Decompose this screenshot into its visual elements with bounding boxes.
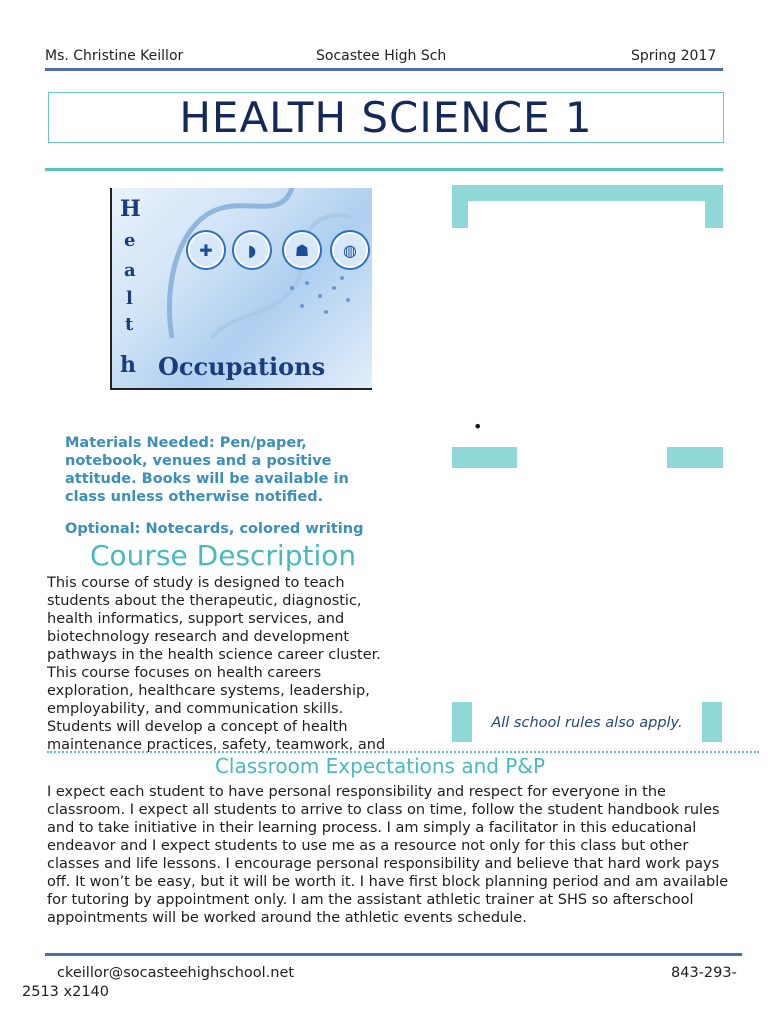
title-box <box>48 92 724 143</box>
pill-icon: ◗ <box>234 232 270 268</box>
teacher-name: Ms. Christine Keillor <box>45 48 184 64</box>
frame-right-bracket <box>705 185 723 228</box>
hero-word: Occupations <box>158 352 326 381</box>
title-rule <box>45 168 723 171</box>
expectations-body: I expect each student to have personal responsibility and respect for everyone in the classroom. I expect all students to arrive to class on time, follow the student handbook rules and to take initiative in their learning process. I am simply a facilitator in this educational endeavor and I expect students to use me as a resource not only for this class but other classes and life lessons. I encourage personal responsibility and believe that hard work pays off. It won’t be easy, but it will be worth it. I have first block planning period and am available for tutoring by appointment only. I am the assistant athletic trainer at SHS so afterschool appointments will be worked around the athletic events schedule. <box>47 784 729 926</box>
course-description-body: This course of study is designed to teach students about the therapeutic, diagnostic, health informatics, support services, and biotechnology research and development pathways in the health science career cluster. This course focuses on health careers exploration, healthcare systems, leadership, employability, and communication skills. Students will develop a concept of health maintenance practices, safety, teamwork, and <box>47 575 386 752</box>
health-occupations-image <box>110 188 372 390</box>
materials-optional: Optional: Notecards, colored writing <box>65 521 364 537</box>
rules-note-inner <box>472 702 702 742</box>
hero-letter: h <box>120 352 136 378</box>
header-rule <box>45 68 723 71</box>
bullet-point: • <box>473 417 483 436</box>
contact-email[interactable]: ckeillor@socasteehighschool.net <box>57 965 295 981</box>
hero-letter: l <box>126 288 133 309</box>
school-name: Socastee High Sch <box>316 48 447 64</box>
term-label: Spring 2017 <box>631 48 717 64</box>
frame-lower-left <box>452 447 517 468</box>
hero-letter: a <box>124 260 136 281</box>
contact-phone-extension: 2513 x2140 <box>22 984 109 1000</box>
expectations-heading: Classroom Expectations and P&P <box>214 754 546 778</box>
hero-letter: H <box>120 196 141 222</box>
frame-lower-right <box>667 447 723 468</box>
rules-note-box <box>452 702 722 742</box>
person-icon: ☗ <box>284 232 320 268</box>
rules-note: All school rules also apply. <box>491 715 683 731</box>
contact-phone: 843-293- <box>671 965 737 981</box>
hero-letter: t <box>125 314 134 335</box>
frame-left-bracket <box>452 185 468 228</box>
stethoscope-icon <box>152 188 372 348</box>
frame-top-bar <box>452 185 723 201</box>
hero-letter: e <box>124 230 136 251</box>
page-title: HEALTH SCIENCE 1 <box>179 92 593 142</box>
course-description-heading: Course Description <box>90 539 357 572</box>
globe-icon: ◍ <box>332 232 368 268</box>
materials-needed: Materials Needed: Pen/paper, notebook, venues and a positive attitude. Books will be available in class unless otherwise notified. <box>65 435 349 505</box>
footer-rule <box>45 953 742 956</box>
medical-cross-icon: ✚ <box>188 232 224 268</box>
